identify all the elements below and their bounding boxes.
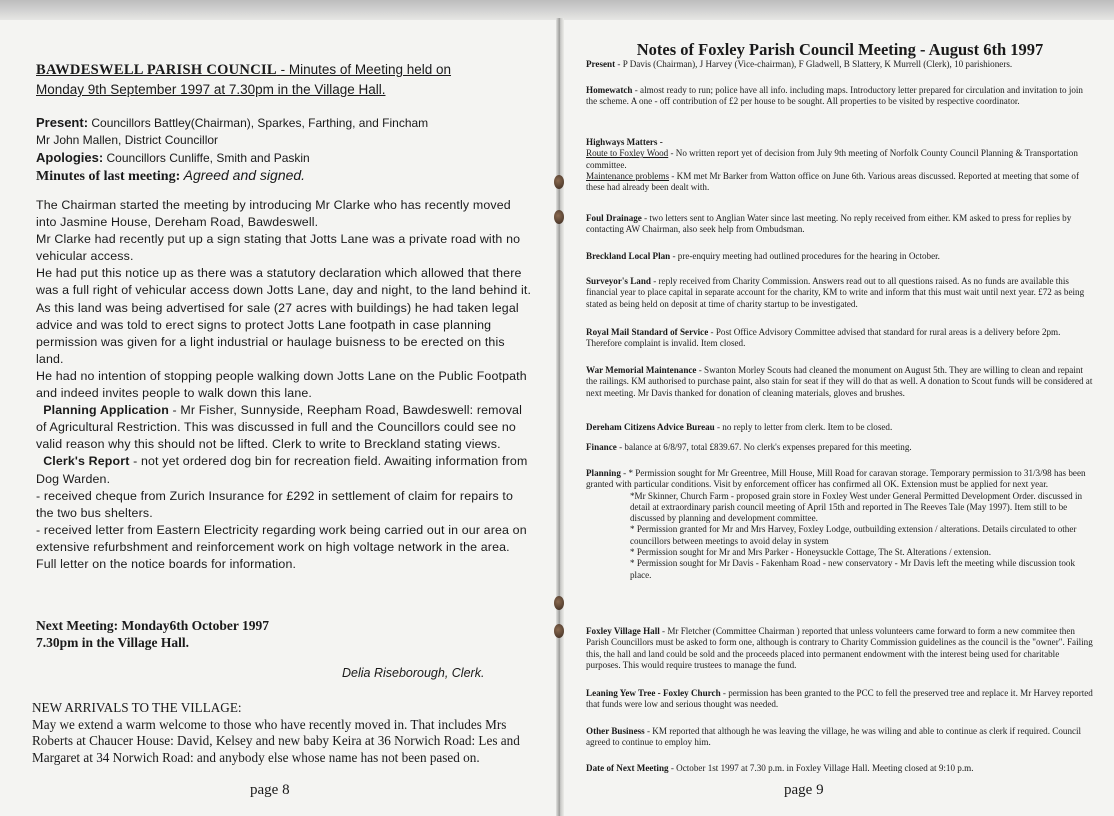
clerk-item: - received cheque from Zurich Insurance for £292 in settlement of claim for repairs to the two bus shelters. bbox=[36, 488, 514, 520]
page-number-left: page 8 bbox=[250, 782, 290, 798]
planning-entry: * Permission granted for Mr and Mrs Harvey, Foxley Lodge, outbuilding extension / alterations. Details circulated to other councillors between meetings to avoid delay in system bbox=[630, 524, 1077, 546]
next-meeting-line1: Next Meeting: Monday6th October 1997 bbox=[36, 618, 269, 633]
arrivals-heading: NEW ARRIVALS TO THE VILLAGE: bbox=[32, 700, 242, 715]
next-meeting-item bbox=[586, 763, 1094, 774]
cab-item bbox=[586, 422, 1094, 433]
title-line2: Monday 9th September 1997 at 7.30pm in the Village Hall. bbox=[36, 82, 386, 97]
highways-item bbox=[586, 137, 1094, 193]
planning-label: Planning Application bbox=[43, 403, 169, 418]
breckland-item bbox=[586, 251, 1094, 262]
present-item bbox=[586, 59, 1094, 70]
present-label: Present bbox=[586, 59, 616, 69]
clerk-signature: Delia Riseborough, Clerk. bbox=[342, 666, 485, 680]
finance-label: Finance bbox=[586, 442, 617, 452]
war-label: War Memorial Maintenance bbox=[586, 365, 697, 375]
yew-label: Leaning Yew Tree - Foxley Church bbox=[586, 688, 721, 698]
planning-label: Planning bbox=[586, 468, 621, 478]
page-number-right: page 9 bbox=[784, 782, 824, 798]
finance-text: - balance at 6/8/97, total £839.67. No clerk's expenses prepared for this meeting. bbox=[616, 442, 912, 452]
council-name: BAWDESWELL PARISH COUNCIL bbox=[36, 62, 277, 78]
clerk-report-label: Clerk's Report bbox=[43, 454, 130, 469]
paragraph: As this land was being advertised for sale (27 acres with buildings) he had taken legal advice and was told to erect signs to protect Jotts Lane footpath in case planning permission was given for a light industrial or haulage buisness to be erected on this land. bbox=[36, 300, 519, 366]
cab-label: Dereham Citizens Advice Bureau bbox=[586, 422, 715, 432]
left-page bbox=[22, 20, 550, 816]
surveyor-text: - reply received from Charity Commission. Answers read out to all questions raised. As no funds are available this financial year to place capital in separate account for the charity, KM to write and inform that this must wait until next year. £72 as being stated as being held on deposit at time of charity startup to be investigated. bbox=[586, 276, 1085, 309]
foul-drainage-item bbox=[586, 213, 1094, 236]
next-meeting-line2: 7.30pm in the Village Hall. bbox=[36, 635, 190, 650]
new-arrivals bbox=[32, 700, 532, 766]
royal-label: Royal Mail Standard of Service bbox=[586, 327, 709, 337]
war-text: - Swanton Morley Scouts had cleaned the monument on August 5th. They are willing to clean and repaint the railings. KM authorised to purchase paint, also stain for seat if they will do that as well. A donation to Scout funds will be considered at next meeting. Mr Davis thanked for donation of cleaning materials, gloves and brushes. bbox=[586, 365, 1093, 398]
cab-text: - no reply to letter from clerk. Item to be closed. bbox=[714, 422, 893, 432]
route-text: - No written report yet of decision from July 9th meeting of Norfolk County Council Planning & Transportation committee. bbox=[586, 148, 1078, 170]
yew-text: - permission has been granted to the PCC to fell the preserved tree and replace it. Mr Harvey reported that funds were low and serious thought was needed. bbox=[586, 688, 1093, 710]
apologies-label: Apologies: bbox=[36, 150, 104, 165]
present-text: - P Davis (Chairman), J Harvey (Vice-chairman), F Gladwell, B Slattery, K Murrell (Clerk), 10 parishioners. bbox=[615, 59, 1013, 69]
planning-first: - * Permission sought for Mr Greentree, Mill House, Mill Road for caravan storage. Temporary permission to 31/3/98 has been granted with particular conditions. Visit by enforcement officer has confirmed all OK. Extension must be applied for next year. bbox=[586, 468, 1086, 490]
breckland-label: Breckland Local Plan bbox=[586, 251, 671, 261]
surveyor-item bbox=[586, 276, 1094, 310]
planning-item bbox=[586, 468, 1094, 581]
planning-entry: * Permission sought for Mr Davis - Fakenham Road - new conservatory - Mr Davis left the meeting while discussion took place. bbox=[630, 558, 1076, 580]
paragraph: The Chairman started the meeting by introducing Mr Clarke who has recently moved into Jasmine House, Dereham Road, Bawdeswell. bbox=[36, 198, 511, 230]
page-gutter bbox=[556, 18, 564, 816]
binding-hole bbox=[554, 175, 564, 189]
planning-text: - Mr Fisher, Sunnyside, Reepham Road, Bawdeswell: removal of Agricultural Restriction. This was discussed in full and the Councillors could see no valid reason why this should not be lifted. Clerk to write to Breckland stating views. bbox=[36, 403, 522, 452]
apologies-text: Councillors Cunliffe, Smith and Paskin bbox=[103, 151, 310, 165]
other-text: - KM reported that although he was leaving the village, he was wiling and able to continue as clerk if required. Council agreed to continue to employ him. bbox=[586, 726, 1082, 748]
maintenance-text: - KM met Mr Barker from Watton office on June 6th. Various areas discussed. Reported at meeting that some of these had already been dealt with. bbox=[586, 170, 1079, 193]
present-text: Councillors Battley(Chairman), Sparkes, Farthing, and Fincham bbox=[88, 116, 429, 130]
yew-tree-item bbox=[586, 688, 1094, 711]
present-label: Present: bbox=[36, 115, 89, 130]
hall-label: Foxley Village Hall bbox=[586, 626, 660, 636]
other-label: Other Business bbox=[586, 726, 645, 736]
title-rest: - Minutes of Meeting held on bbox=[276, 62, 452, 77]
paragraph: He had put this notice up as there was a statutory declaration which allowed that there was a full right of vehicular access down Jotts Lane, day and night, to the land behind it. bbox=[36, 266, 532, 298]
next-meeting bbox=[36, 617, 536, 651]
minutes-text: Agreed and signed. bbox=[180, 167, 306, 183]
homewatch-text: - almost ready to run; police have all info. including maps. Introductory letter prepared for circulation and invitation to join the scheme. A one - off contribution of £2 per house to be sought. All properties to be visited by respective coordinator. bbox=[586, 85, 1083, 107]
highways-label: Highways Matters - bbox=[586, 137, 663, 147]
right-page bbox=[572, 20, 1108, 816]
paragraph: Mr Clarke had recently put up a sign stating that Jotts Lane was a private road with no vehicular access. bbox=[36, 232, 521, 264]
minutes-label: Minutes of last meeting: bbox=[36, 169, 181, 184]
hall-text: - Mr Fletcher (Committee Chairman ) reported that unless volunteers came forward to form a new commitee then Parish Councillors must be asked to form one, although is contrary to Charity Commission guidelines as the council is the "owner". Failing this, the hall and land could be sold and the proceeds placed into permanent endowment with the interest being used for charitable purposes. This would require trustees to manage the fund. bbox=[586, 626, 1093, 670]
attendance-block bbox=[36, 114, 536, 185]
paragraph: He had no intention of stopping people walking down Jotts Lane on the Public Footpath and indeed invites people to walk down this lane. bbox=[36, 368, 527, 401]
date-label: Date of Next Meeting bbox=[586, 763, 669, 773]
homewatch-item bbox=[586, 85, 1094, 108]
scan-top-edge bbox=[0, 0, 1114, 20]
binding-hole bbox=[554, 210, 564, 224]
binding-hole bbox=[554, 596, 564, 610]
surveyor-label: Surveyor's Land bbox=[586, 276, 651, 286]
left-page-title bbox=[36, 60, 536, 99]
maintenance-label: Maintenance problems bbox=[586, 170, 670, 181]
homewatch-label: Homewatch bbox=[586, 85, 633, 95]
clerk-report-text: - not yet ordered dog bin for recreation field. Awaiting information from Dog Warden. bbox=[36, 454, 528, 486]
planning-entry: *Mr Skinner, Church Farm - proposed grain store in Foxley West under General Permitted Development Order. discussed in detail at extraordinary parish council meeting of April 15th and reported in The Reeves Tale (May 1997). Item still to be discussed by planning and development committee. bbox=[630, 490, 1083, 524]
other-business-item bbox=[586, 726, 1094, 749]
finance-item bbox=[586, 442, 1094, 453]
breckland-text: - pre-enquiry meeting had outlined procedures for the hearing in October. bbox=[670, 251, 940, 261]
foul-text: - two letters sent to Anglian Water since last meeting. No reply received from either. KM asked to press for replies by contacting AW Chairman, also seek help from Ombudsman. bbox=[586, 213, 1072, 235]
minutes-body bbox=[36, 197, 532, 573]
binding-hole bbox=[554, 624, 564, 638]
clerk-item: - received letter from Eastern Electricity regarding work being carried out in our area on extensive refurbshment and reinforcement work on high voltage network in the area. Full letter on the notice boards for information. bbox=[36, 522, 527, 571]
royal-mail-item bbox=[586, 327, 1094, 350]
planning-entry: * Permission sought for Mr and Mrs Parker - Honeysuckle Cottage, The St. Alterations / extension. bbox=[630, 547, 992, 558]
war-memorial-item bbox=[586, 365, 1094, 399]
village-hall-item bbox=[586, 626, 1094, 671]
route-label: Route to Foxley Wood bbox=[586, 148, 669, 159]
date-text: - October 1st 1997 at 7.30 p.m. in Foxley Village Hall. Meeting closed at 9:10 p.m. bbox=[668, 763, 974, 773]
present-line2: Mr John Mallen, District Councillor bbox=[36, 133, 219, 147]
royal-text: - Post Office Advisory Committee advised that standard for rural areas is a delivery before 2pm. Therefore complaint is invalid. Item closed. bbox=[586, 327, 1061, 349]
right-page-title: Notes of Foxley Parish Council Meeting - August 6th 1997 bbox=[636, 40, 1044, 59]
foul-label: Foul Drainage bbox=[586, 213, 642, 223]
arrivals-text: May we extend a warm welcome to those who have recently moved in. That includes Mrs Roberts at Chaucer House: David, Kelsey and new baby Keira at 36 Norwich Road: Les and Margaret at 34 Norwich Road: and anybody else whose name has not been pased on. bbox=[32, 716, 520, 765]
